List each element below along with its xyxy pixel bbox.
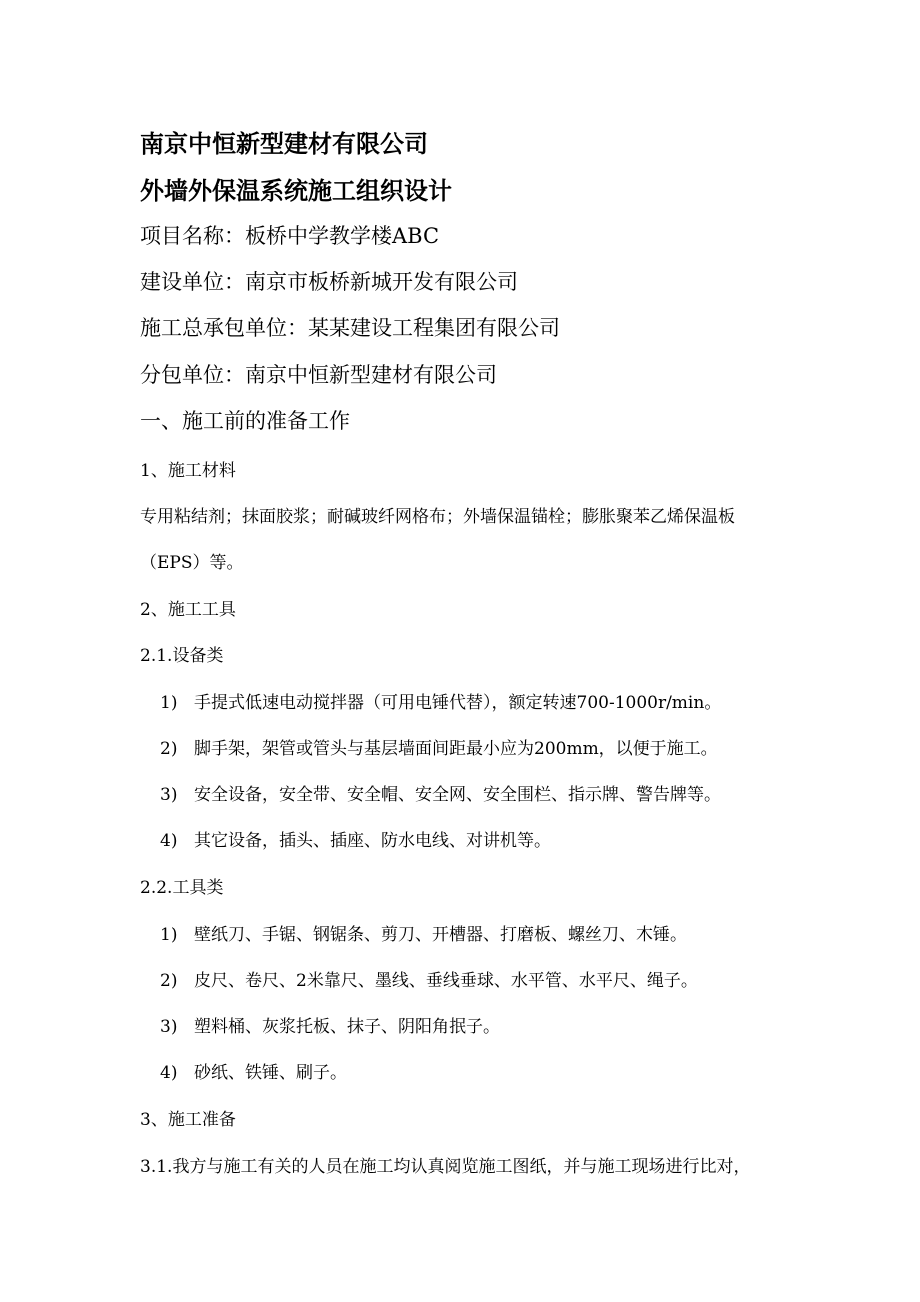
list-item-text: 皮尺、卷尺、2米靠尺、墨线、垂线垂球、水平管、水平尺、绳子。 — [194, 971, 698, 991]
list-number: 2) — [160, 739, 178, 759]
equipment-item-3 — [160, 780, 721, 805]
equipment-item-2 — [160, 734, 718, 759]
tooling-item-3 — [160, 1012, 500, 1037]
list-item-text: 砂纸、铁锤、刷子。 — [194, 1063, 347, 1083]
company-heading: 南京中恒新型建材有限公司 — [140, 129, 428, 158]
subcontractor-line — [140, 359, 497, 389]
general-contractor-line — [140, 312, 560, 342]
materials-text-line-1: 专用粘结剂；抹面胶浆；耐碱玻纤网格布；外墙保温锚栓；膨胀聚苯乙烯保温板 — [140, 507, 735, 527]
owner-value: 南京市板桥新城开发有限公司 — [245, 270, 518, 294]
equipment-item-4 — [160, 826, 551, 851]
project-name-line — [140, 220, 439, 250]
tooling-item-1 — [160, 920, 687, 945]
list-item-text: 手提式低速电动搅拌器（可用电锤代替），额定转速700-1000r/min。 — [194, 693, 722, 713]
project-name-label: 项目名称： — [140, 224, 245, 248]
materials-heading: 1、施工材料 — [140, 461, 236, 481]
prep-heading: 3、施工准备 — [140, 1110, 236, 1130]
list-number: 4) — [160, 1063, 178, 1083]
list-item-text: 其它设备，插头、插座、防水电线、对讲机等。 — [194, 831, 551, 851]
subcontractor-label: 分包单位： — [140, 363, 245, 387]
document-title: 外墙外保温系统施工组织设计 — [140, 176, 452, 205]
equipment-heading: 2.1.设备类 — [140, 646, 224, 666]
subcontractor-value: 南京中恒新型建材有限公司 — [245, 363, 497, 387]
tooling-item-2 — [160, 966, 698, 991]
list-item-text: 壁纸刀、手锯、钢锯条、剪刀、开槽器、打磨板、螺丝刀、木锤。 — [194, 925, 687, 945]
list-number: 1) — [160, 925, 178, 945]
tooling-heading: 2.2.工具类 — [140, 878, 224, 898]
list-number: 1) — [160, 693, 178, 713]
project-name-value: 板桥中学教学楼ABC — [245, 224, 440, 248]
list-item-text: 脚手架，架管或管头与基层墙面间距最小应为200mm，以便于施工。 — [194, 739, 718, 759]
list-item-text: 安全设备，安全带、安全帽、安全网、安全围栏、指示牌、警告牌等。 — [194, 785, 721, 805]
prep-text-line-1: 3.1.我方与施工有关的人员在施工均认真阅览施工图纸，并与施工现场进行比对， — [140, 1157, 751, 1177]
general-contractor-label: 施工总承包单位： — [140, 316, 308, 340]
owner-label: 建设单位： — [140, 270, 245, 294]
list-number: 2) — [160, 971, 178, 991]
list-item-text: 塑料桶、灰浆托板、抹子、阴阳角抿子。 — [194, 1017, 500, 1037]
tools-heading: 2、施工工具 — [140, 600, 236, 620]
equipment-item-1 — [160, 688, 721, 713]
owner-line — [140, 266, 518, 296]
list-number: 3) — [160, 1017, 178, 1037]
general-contractor-value: 某某建设工程集团有限公司 — [308, 316, 560, 340]
list-number: 4) — [160, 831, 178, 851]
tooling-item-4 — [160, 1058, 347, 1083]
list-number: 3) — [160, 785, 178, 805]
materials-text-line-2: （EPS）等。 — [140, 553, 244, 573]
section-1-heading: 一、施工前的准备工作 — [140, 409, 350, 433]
